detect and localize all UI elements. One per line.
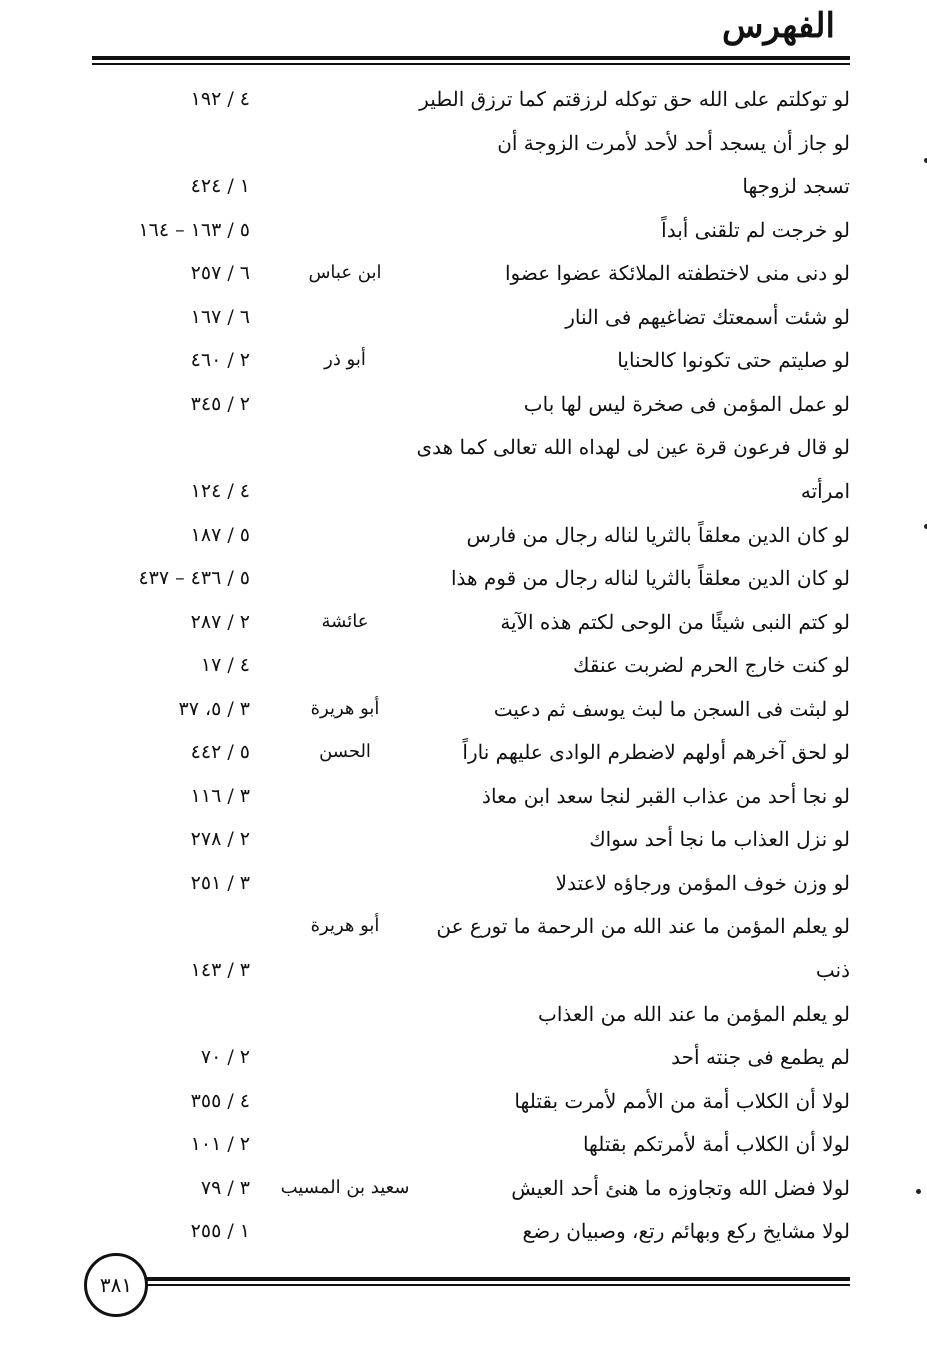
entry-narrator: أبو هريرة [310, 915, 380, 937]
index-row [0, 339, 927, 383]
entry-text: لو نجا أحد من عذاب القبر لنجا سعد ابن معاذ [482, 783, 850, 808]
index-row [0, 252, 927, 296]
index-row [0, 383, 927, 427]
index-row [0, 644, 927, 688]
entry-reference: ٢ / ٣٤٥ [190, 392, 250, 415]
entry-text: لو جاز أن يسجد أحد لأحد لأمرت الزوجة أن [497, 130, 850, 155]
page-number: ٣٨١ [84, 1253, 148, 1317]
entry-reference: ١ / ٤٢٤ [190, 175, 250, 198]
entry-reference: ٥ / ٤٣٦ – ٤٣٧ [138, 567, 250, 590]
entry-text: لو خرجت لم تلقنى أبداً [661, 217, 850, 242]
index-row [0, 1210, 927, 1254]
index-row [0, 165, 927, 209]
index-row [0, 514, 927, 558]
entry-reference: ١ / ٢٥٥ [190, 1220, 250, 1243]
entry-text: لو دنى منى لاختطفته الملائكة عضوا عضوا [504, 261, 850, 286]
page-title: الفهرس [722, 6, 835, 46]
entry-narrator: سعيد بن المسيب [280, 1176, 410, 1198]
index-row [0, 731, 927, 775]
header-rule [92, 56, 850, 60]
entry-narrator: الحسن [319, 741, 371, 763]
entry-reference: ٥ / ٤٤٢ [190, 741, 250, 764]
entry-text: لو صليتم حتى تكونوا كالحنايا [617, 348, 850, 373]
entry-text: لم يطمع فى جنته أحد [671, 1045, 850, 1070]
entry-reference: ٦ / ٢٥٧ [190, 262, 250, 285]
index-row [0, 818, 927, 862]
entry-reference: ٢ / ٧٠ [200, 1046, 250, 1069]
index-row [0, 78, 927, 122]
entry-text: لو عمل المؤمن فى صخرة ليس لها باب [523, 391, 850, 416]
footer-rule [142, 1277, 850, 1281]
index-row [0, 122, 927, 166]
entry-text: لولا فضل الله وتجاوزه ما هنئ أحد العيش [511, 1175, 850, 1200]
entry-reference: ٤ / ١٧ [200, 654, 250, 677]
margin-mark [916, 1189, 921, 1194]
entry-text: لولا أن الكلاب أمة من الأمم لأمرت بقتلها [514, 1088, 850, 1113]
index-row [0, 1167, 927, 1211]
entry-reference: ٣ / ١١٦ [190, 784, 250, 807]
entry-text: لو يعلم المؤمن ما عند الله من العذاب [538, 1001, 850, 1026]
header-rule-thin [92, 63, 850, 65]
entry-reference: ٢ / ٢٧٨ [190, 828, 250, 851]
index-row [0, 296, 927, 340]
entry-text: لو لحق آخرهم أولهم لاضطرم الوادى عليهم ناراً [462, 740, 850, 765]
index-row [0, 557, 927, 601]
entry-text: لو نزل العذاب ما نجا أحد سواك [589, 827, 850, 852]
index-row [0, 601, 927, 645]
entry-reference: ٣ / ٥، ٣٧ [178, 697, 250, 720]
entry-reference: ٢ / ٢٨٧ [190, 610, 250, 633]
entry-text: لو يعلم المؤمن ما عند الله من الرحمة ما تورع عن [436, 914, 850, 939]
entry-narrator: عائشة [321, 610, 369, 632]
entry-reference: ٢ / ١٠١ [190, 1133, 250, 1156]
index-row [0, 775, 927, 819]
index-row [0, 1080, 927, 1124]
index-row [0, 1123, 927, 1167]
entry-reference: ٥ / ١٨٧ [190, 523, 250, 546]
entry-text: لو كان الدين معلقاً بالثريا لناله رجال من فارس [466, 522, 850, 547]
entry-text: لو كان الدين معلقاً بالثريا لناله رجال من قوم هذا [450, 566, 850, 591]
entry-reference: ٤ / ٣٥٥ [190, 1089, 250, 1112]
entry-reference: ٥ / ١٦٣ – ١٦٤ [138, 218, 250, 241]
entry-narrator: أبو ذر [324, 349, 366, 371]
entry-text: لو لبثت فى السجن ما لبث يوسف ثم دعيت [493, 696, 850, 721]
entry-reference: ٣ / ١٤٣ [190, 959, 250, 981]
index-row [0, 470, 927, 514]
entry-text: امرأته [800, 478, 850, 503]
entry-text: تسجد لزوجها [742, 174, 850, 199]
index-row [0, 905, 927, 949]
index-row [0, 1036, 927, 1080]
entry-text: لو كنت خارج الحرم لضربت عنقك [572, 653, 850, 678]
entry-text: لولا مشايخ ركع وبهائم رتع، وصبيان رضع [522, 1219, 850, 1244]
entry-text: ذنب [815, 958, 850, 982]
entry-text: لو شئت أسمعتك تضاغيهم فى النار [565, 304, 850, 329]
entry-narrator: أبو هريرة [310, 697, 380, 719]
index-row [0, 949, 927, 993]
index-row [0, 209, 927, 253]
entry-narrator: ابن عباس [308, 262, 382, 284]
index-row [0, 426, 927, 470]
entry-text: لو توكلتم على الله حق توكله لرزقتم كما ترزق الطير [419, 87, 850, 111]
entry-reference: ٣ / ٧٩ [200, 1176, 250, 1199]
index-row [0, 688, 927, 732]
index-row [0, 862, 927, 906]
entry-reference: ٦ / ١٦٧ [190, 305, 250, 328]
entry-reference: ٤ / ١٢٤ [190, 479, 250, 502]
entry-reference: ٣ / ٢٥١ [190, 871, 250, 894]
entry-text: لو وزن خوف المؤمن ورجاؤه لاعتدلا [555, 870, 850, 895]
footer-rule-thin [142, 1284, 850, 1286]
entry-text: لو كتم النبى شيئًا من الوحى لكتم هذه الآية [500, 609, 850, 634]
entry-reference: ٤ / ١٩٢ [190, 88, 250, 110]
entry-text: لو قال فرعون قرة عين لى لهداه الله تعالى كما هدى [416, 435, 850, 460]
entry-text: لولا أن الكلاب أمة لأمرتكم بقتلها [582, 1132, 850, 1157]
index-row [0, 993, 927, 1037]
entry-reference: ٢ / ٤٦٠ [190, 349, 250, 372]
